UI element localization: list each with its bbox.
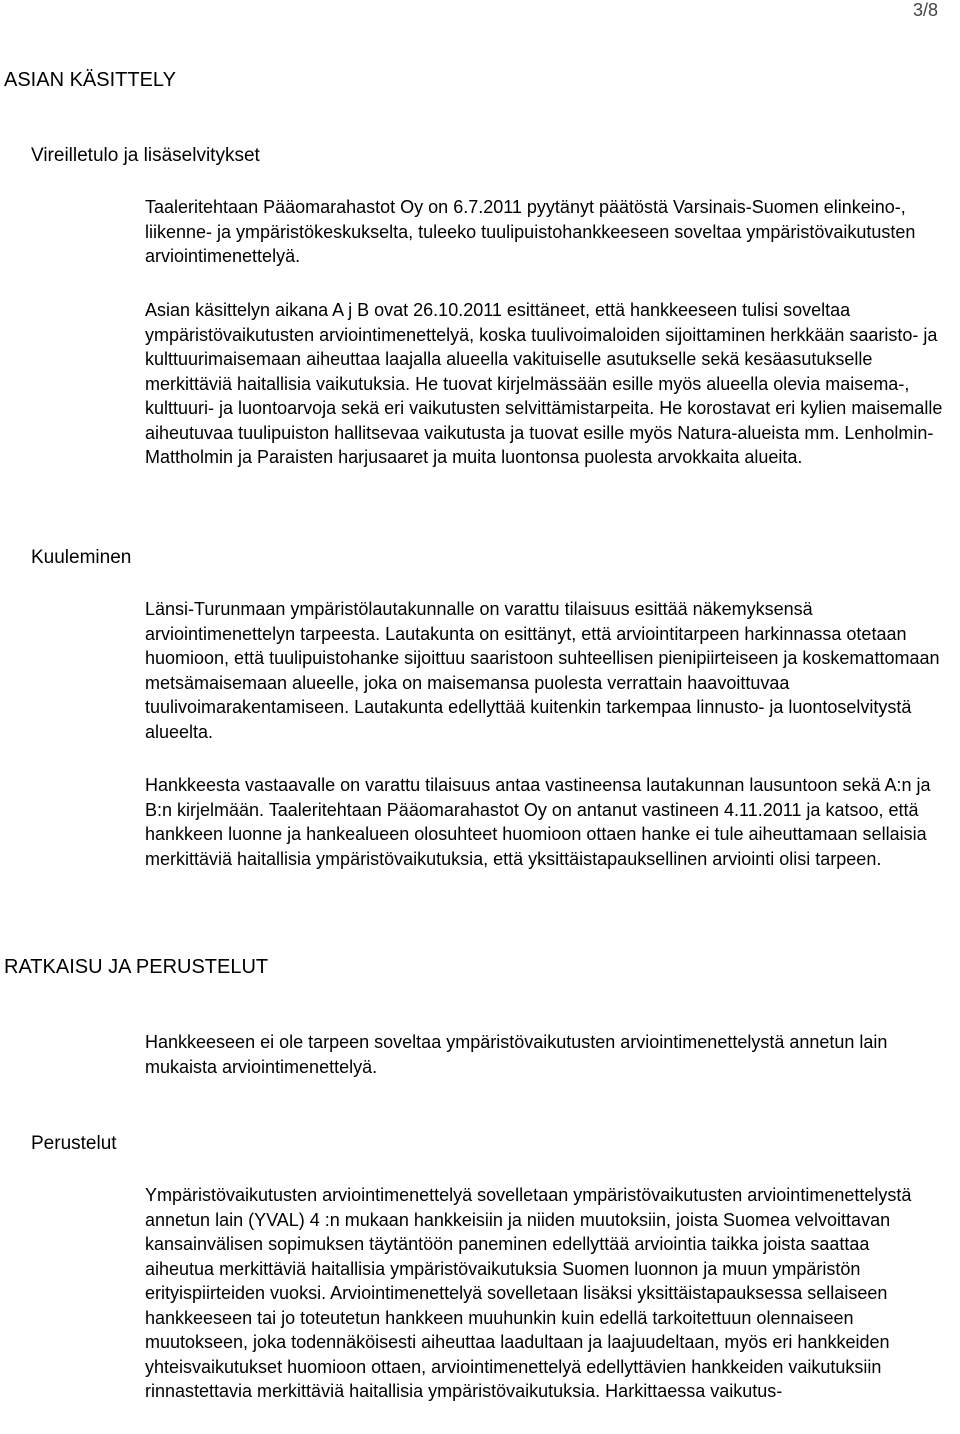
paragraph-perustelut-1: Ympäristövaikutusten arviointimenettelyä sovelletaan ympäristövaikutusten arviointimenettelystä annetun lain (YVAL) 4 :n mukaan hankkeisiin ja niiden muutoksiin, joista Suomea velvoittavan kansainvälisen sopimuksen täytäntöön paneminen edellyttää arviointia taikka joista saattaa aiheutua merkittäviä haitallisia ympäristövaikutuksia Suomen luonnon ja muun ympäristön erityispiirteiden vuoksi. Arviointimenettelyä sovelletaan lisäksi yksittäistapauksessa sellaiseen hankkeeseen tai jo toteutetun hankkeen muuhunkin kuin edellä tarkoitettuun olennaiseen muutokseen, joka todennäköisesti aiheuttaa laadultaan ja laajuudeltaan, myös eri hankkeiden yhteisvaikutukset huomioon ottaen, arviointimenettelyä edellyttävien hankkeiden vaikutuksiin rinnastettavia merkittäviä haitallisia ympäristövaikutuksia. Harkittaessa vaikutus- — [145, 1185, 912, 1401]
section-heading-asian-kasittely: ASIAN KÄSITTELY — [4, 69, 176, 91]
paragraph-kuuleminen-1: Länsi-Turunmaan ympäristölautakunnalle on varattu tilaisuus esittää näkemyksensä arviointimenettelyn tarpeesta. Lautakunta on esittänyt, että arviointitarpeen harkinnassa otetaan huomioon, että tuulipuistohanke sijoittuu saaristoon suhteellisen pienipiirteiseen ja koskemattomaan metsämaisemaan alueelle, joka on maisemansa puolesta verrattain haavoittuvaa tuulivoimarakentamiseen. Lautakunta edellyttää kuitenkin tarkempaa linnusto- ja luontoselvitystä alueelta. — [145, 599, 940, 742]
paragraph-ratkaisu-1: Hankkeeseen ei ole tarpeen soveltaa ympäristövaikutusten arviointimenettelystä annetun lain mukaista arviointimenettelyä. — [145, 1032, 888, 1077]
paragraph-vireilletulo-2: Asian käsittelyn aikana A j B ovat 26.10.2011 esittäneet, että hankkeeseen tulisi soveltaa ympäristövaikutusten arviointimenettelyä, koska tuulivoimaloiden sijoittaminen herkkään saaristo- ja kulttuurimaisemaan aiheuttaa laajalla alueella vakituiselle asutukselle sekä kesäasutukselle merkittäviä haitallisia vaikutuksia. He tuovat kirjelmässään esille myös alueella olevia maisema-, kulttuuri- ja luontoarvoja sekä eri vaikutusten selvittämistarpeita. He korostavat eri kylien maisemalle aiheutuvaa tuulipuiston hallitsevaa vaikutusta ja tuovat esille myös Natura-alueista mm. Lenholmin-Mattholmin ja Paraisten harjusaaret ja muita luontonsa puolesta arvokkaita alueita. — [145, 300, 943, 467]
subheading-vireilletulo: Vireilletulo ja lisäselvitykset — [31, 145, 260, 166]
subheading-perustelut: Perustelut — [31, 1133, 117, 1154]
section-heading-ratkaisu: RATKAISU JA PERUSTELUT — [4, 956, 269, 978]
page-number: 3/8 — [912, 0, 938, 20]
paragraph-kuuleminen-2: Hankkeesta vastaavalle on varattu tilaisuus antaa vastineensa lautakunnan lausuntoon sekä A:n ja B:n kirjelmään. Taaleritehtaan Pääomarahastot Oy on antanut vastineen 4.11.2011 ja katsoo, että hankkeen luonne ja hankealueen olosuhteet huomioon ottaen hanke ei tule aiheuttamaan sellaisia merkittäviä haitallisia ympäristövaikutuksia, että yksittäistapauksellinen arviointi olisi tarpeen. — [145, 775, 931, 869]
subheading-kuuleminen: Kuuleminen — [31, 547, 132, 568]
paragraph-vireilletulo-1: Taaleritehtaan Pääomarahastot Oy on 6.7.2011 pyytänyt päätöstä Varsinais-Suomen elinkeino-, liikenne- ja ympäristökeskukselta, tuleeko tuulipuistohankkeeseen soveltaa ympäristövaikutusten arviointimenettelyä. — [145, 197, 916, 266]
